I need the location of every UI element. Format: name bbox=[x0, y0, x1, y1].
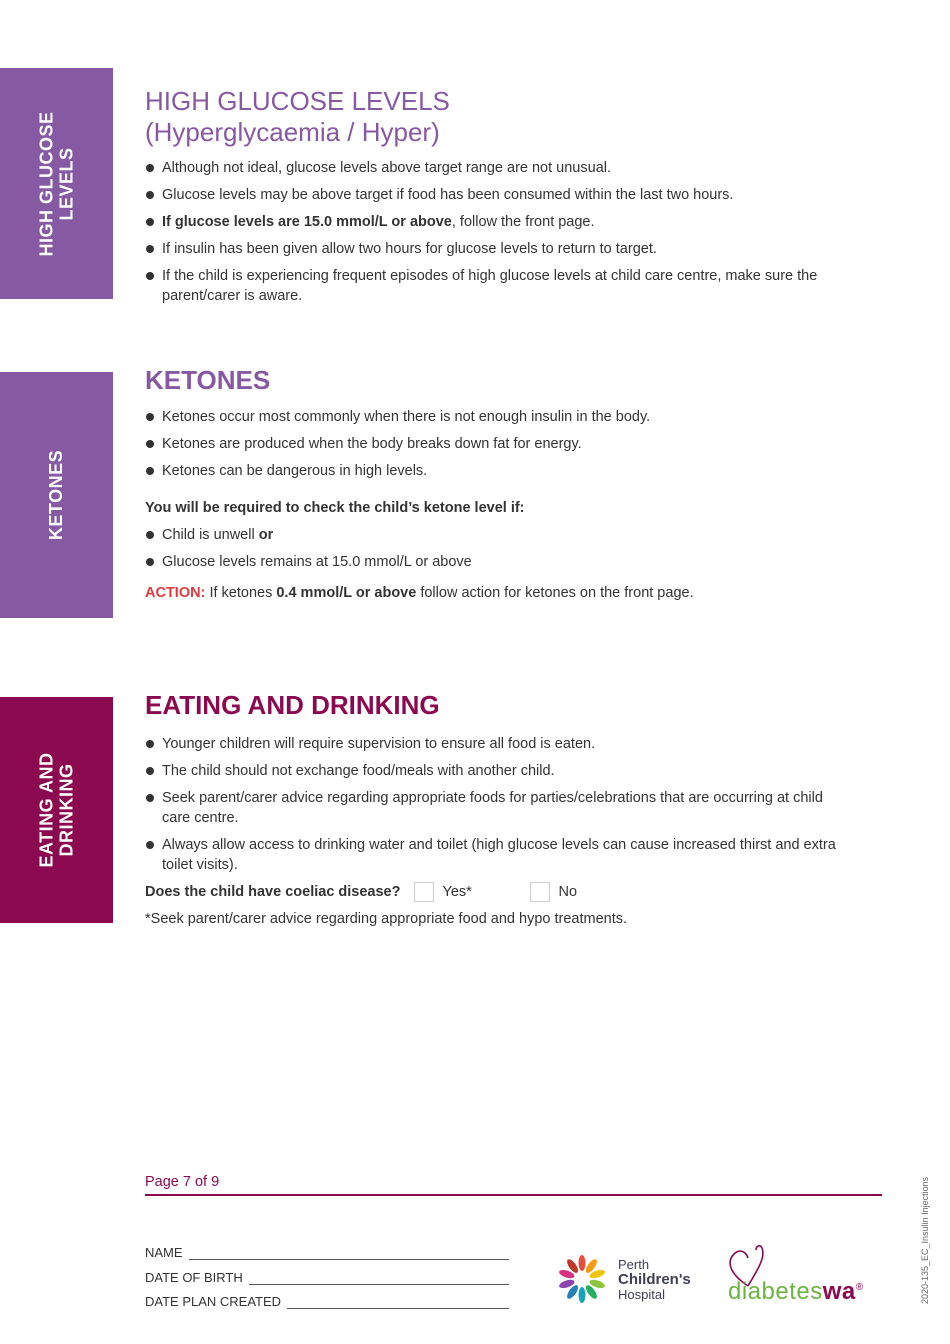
list-item: The child should not exchange food/meals with another child. bbox=[145, 761, 865, 781]
pch-logo bbox=[558, 1250, 698, 1310]
eating-section bbox=[145, 690, 865, 929]
high-glucose-title-line2: (Hyperglycaemia / Hyper) bbox=[145, 117, 440, 147]
name-label: NAME bbox=[145, 1245, 183, 1260]
list-item: Ketones are produced when the body breaks down fat for energy. bbox=[145, 434, 865, 454]
coeliac-note: *Seek parent/carer advice regarding appropriate food and hypo treatments. bbox=[145, 911, 628, 927]
coeliac-no-label: No bbox=[558, 884, 578, 900]
action-post: follow action for ketones on the front page. bbox=[416, 585, 694, 601]
high-glucose-title bbox=[145, 86, 865, 148]
high-glucose-threshold-rest: , follow the front page. bbox=[451, 214, 595, 230]
list-item: Glucose levels may be above target if food has been consumed within the last two hours. bbox=[145, 185, 865, 205]
list-item: Always allow access to drinking water and toilet (high glucose levels can cause increased thirst and extra toilet visits). bbox=[145, 835, 865, 875]
ketone-check-unwell: Child is unwell bbox=[162, 527, 259, 543]
dob-label: DATE OF BIRTH bbox=[145, 1270, 243, 1285]
ketones-title: KETONES bbox=[145, 365, 271, 395]
action-pre: If ketones bbox=[205, 585, 277, 601]
coeliac-yes-checkbox[interactable] bbox=[414, 882, 434, 902]
list-item: Although not ideal, glucose levels above target range are not unusual. bbox=[145, 158, 865, 178]
dwa-reg: ® bbox=[855, 1282, 864, 1293]
footer-divider bbox=[145, 1194, 882, 1196]
dwa-part2: wa bbox=[822, 1278, 856, 1305]
name-input-line[interactable] bbox=[189, 1247, 509, 1260]
ketones-list bbox=[145, 407, 865, 481]
list-item bbox=[145, 525, 865, 545]
high-glucose-list bbox=[145, 158, 865, 306]
document-code: 2020-135_EC_Insulin Injections bbox=[920, 1176, 930, 1304]
tab-eating-drinking bbox=[0, 697, 113, 923]
action-label: ACTION: bbox=[145, 585, 206, 601]
tab-high-glucose-label: HIGH GLUCOSE LEVELS bbox=[36, 110, 77, 257]
list-item: If insulin has been given allow two hours for glucose levels to return to target. bbox=[145, 239, 865, 259]
high-glucose-title-line1: HIGH GLUCOSE LEVELS bbox=[145, 86, 450, 116]
tab-high-glucose bbox=[0, 68, 113, 299]
tab-ketones-label: KETONES bbox=[46, 449, 67, 541]
pch-line2: Children's bbox=[618, 1271, 691, 1288]
tab-ketones bbox=[0, 372, 113, 618]
ketone-check-heading: You will be required to check the child’s ketone level if: bbox=[145, 500, 525, 516]
ketone-action bbox=[145, 583, 865, 603]
coeliac-yes-label: Yes* bbox=[442, 884, 472, 900]
dob-input-line[interactable] bbox=[249, 1272, 509, 1285]
page-number: Page 7 of 9 bbox=[145, 1174, 220, 1190]
tab-eating-label: EATING AND DRINKING bbox=[36, 752, 77, 868]
plan-date-input-line[interactable] bbox=[287, 1296, 509, 1309]
list-item: If the child is experiencing frequent episodes of high glucose levels at child care centre, make sure the parent/carer is aware. bbox=[145, 266, 865, 306]
pch-line1: Perth bbox=[618, 1257, 650, 1272]
plan-date-label: DATE PLAN CREATED bbox=[145, 1294, 282, 1309]
list-item: Ketones occur most commonly when there is not enough insulin in the body. bbox=[145, 407, 865, 427]
pch-line3: Hospital bbox=[618, 1287, 665, 1302]
list-item bbox=[145, 212, 865, 232]
list-item: Seek parent/carer advice regarding appropriate foods for parties/celebrations that are occurring at child care centre. bbox=[145, 788, 865, 828]
diabetes-wa-logo bbox=[724, 1244, 884, 1310]
action-threshold: 0.4 mmol/L or above bbox=[276, 585, 417, 601]
eating-title: EATING AND DRINKING bbox=[145, 690, 440, 720]
pch-flower-icon bbox=[558, 1250, 608, 1308]
ketones-section bbox=[145, 365, 865, 603]
list-item: Glucose levels remains at 15.0 mmol/L or above bbox=[145, 552, 865, 572]
high-glucose-section bbox=[145, 86, 865, 313]
dob-field bbox=[145, 1270, 509, 1285]
list-item: Younger children will require supervision to ensure all food is eaten. bbox=[145, 734, 865, 754]
list-item: Ketones can be dangerous in high levels. bbox=[145, 461, 865, 481]
coeliac-row bbox=[145, 882, 865, 902]
ketone-check-list bbox=[145, 525, 865, 572]
coeliac-no-checkbox[interactable] bbox=[530, 882, 550, 902]
eating-list bbox=[145, 734, 865, 875]
high-glucose-threshold: If glucose levels are 15.0 mmol/L or above bbox=[162, 214, 452, 230]
coeliac-question: Does the child have coeliac disease? bbox=[145, 884, 401, 900]
ketone-check-or: or bbox=[258, 527, 274, 543]
plan-date-field bbox=[145, 1294, 509, 1309]
name-field bbox=[145, 1245, 509, 1260]
dwa-part1: diabetes bbox=[728, 1278, 823, 1305]
